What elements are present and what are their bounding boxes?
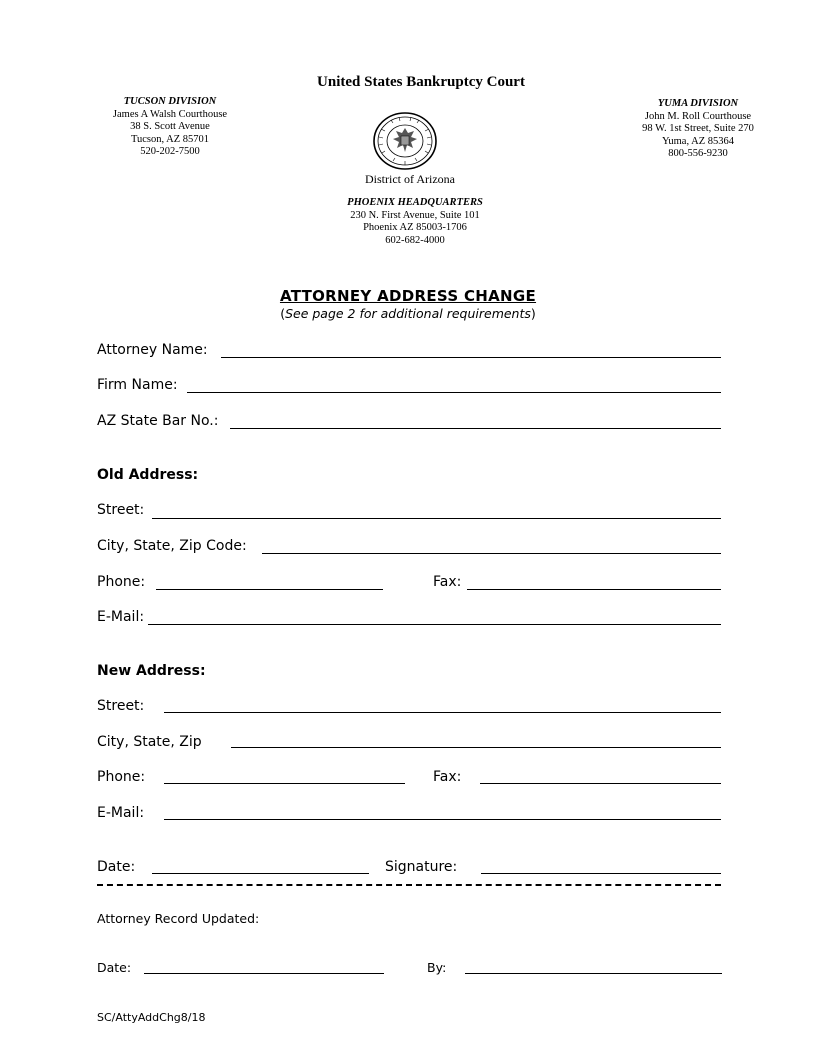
old-email-field[interactable]	[148, 624, 721, 625]
tucson-address-line: Tucson, AZ 85701	[130, 133, 210, 145]
phoenix-address-line: 230 N. First Avenue, Suite 101	[350, 209, 480, 221]
date-field[interactable]	[152, 873, 369, 874]
old-address-heading: Old Address:	[97, 467, 199, 483]
tucson-address-line: 38 S. Scott Avenue	[130, 121, 210, 132]
new-city-label: City, State, Zip	[97, 734, 202, 750]
bar-number-field[interactable]	[230, 428, 721, 429]
yuma-address-line: Yuma, AZ 85364	[661, 135, 735, 147]
new-email-field[interactable]	[164, 819, 721, 820]
subtitle-note: See page 2 for additional requirements	[285, 306, 531, 321]
form-code: SC/AttyAddChg8/18	[97, 1011, 206, 1024]
new-city-field[interactable]	[231, 747, 721, 748]
subtitle-open-paren: (	[280, 306, 286, 321]
old-city-label: City, State, Zip Code:	[97, 538, 247, 554]
old-phone-field[interactable]	[156, 589, 383, 590]
old-fax-label: Fax:	[433, 574, 462, 590]
phoenix-headquarters-block	[330, 197, 500, 247]
tucson-division-block	[100, 96, 240, 159]
court-title: United States Bankruptcy Court	[317, 74, 525, 90]
tucson-phone: 520-202-7500	[140, 146, 200, 157]
form-title: ATTORNEY ADDRESS CHANGE	[279, 287, 537, 305]
old-city-field[interactable]	[262, 553, 721, 554]
new-email-label: E-Mail:	[97, 805, 145, 821]
new-street-label: Street:	[97, 698, 145, 714]
old-fax-field[interactable]	[467, 589, 721, 590]
record-updated-label: Attorney Record Updated:	[97, 911, 260, 926]
date-label: Date:	[97, 859, 136, 875]
phoenix-phone: 602-682-4000	[385, 234, 445, 246]
yuma-address-line: John M. Roll Courthouse	[644, 110, 752, 122]
phoenix-address-line: Phoenix AZ 85003-1706	[363, 222, 467, 233]
firm-name-label: Firm Name:	[97, 377, 178, 393]
phoenix-heading: PHOENIX HEADQUARTERS	[347, 197, 483, 208]
old-street-field[interactable]	[152, 518, 721, 519]
new-fax-label: Fax:	[433, 769, 462, 785]
court-seal-icon	[367, 111, 443, 171]
old-street-label: Street:	[97, 502, 145, 518]
yuma-division-block	[628, 98, 768, 161]
old-email-label: E-Mail:	[97, 609, 145, 625]
yuma-address-line: 98 W. 1st Street, Suite 270	[642, 123, 754, 134]
yuma-phone: 800-556-9230	[668, 148, 728, 159]
new-street-field[interactable]	[164, 712, 721, 713]
tucson-address-line: James A Walsh Courthouse	[112, 108, 228, 120]
office-date-field[interactable]	[144, 973, 384, 974]
yuma-division-heading: YUMA DIVISION	[657, 98, 739, 109]
firm-name-field[interactable]	[187, 392, 721, 393]
tucson-division-heading: TUCSON DIVISION	[123, 96, 217, 107]
subtitle-close-paren: )	[530, 306, 536, 321]
office-use-divider	[97, 884, 721, 886]
office-date-label: Date:	[97, 960, 132, 975]
signature-label: Signature:	[385, 859, 458, 875]
district-name: District of Arizona	[365, 172, 455, 186]
new-fax-field[interactable]	[480, 783, 721, 784]
form-subtitle	[0, 306, 816, 321]
office-by-label: By:	[427, 960, 447, 975]
bar-number-label: AZ State Bar No.:	[97, 413, 219, 429]
new-address-heading: New Address:	[97, 663, 206, 679]
signature-field[interactable]	[481, 873, 721, 874]
old-phone-label: Phone:	[97, 574, 146, 590]
attorney-name-label: Attorney Name:	[97, 342, 208, 358]
office-by-field[interactable]	[465, 973, 722, 974]
attorney-name-field[interactable]	[221, 357, 721, 358]
new-phone-label: Phone:	[97, 769, 146, 785]
new-phone-field[interactable]	[164, 783, 405, 784]
